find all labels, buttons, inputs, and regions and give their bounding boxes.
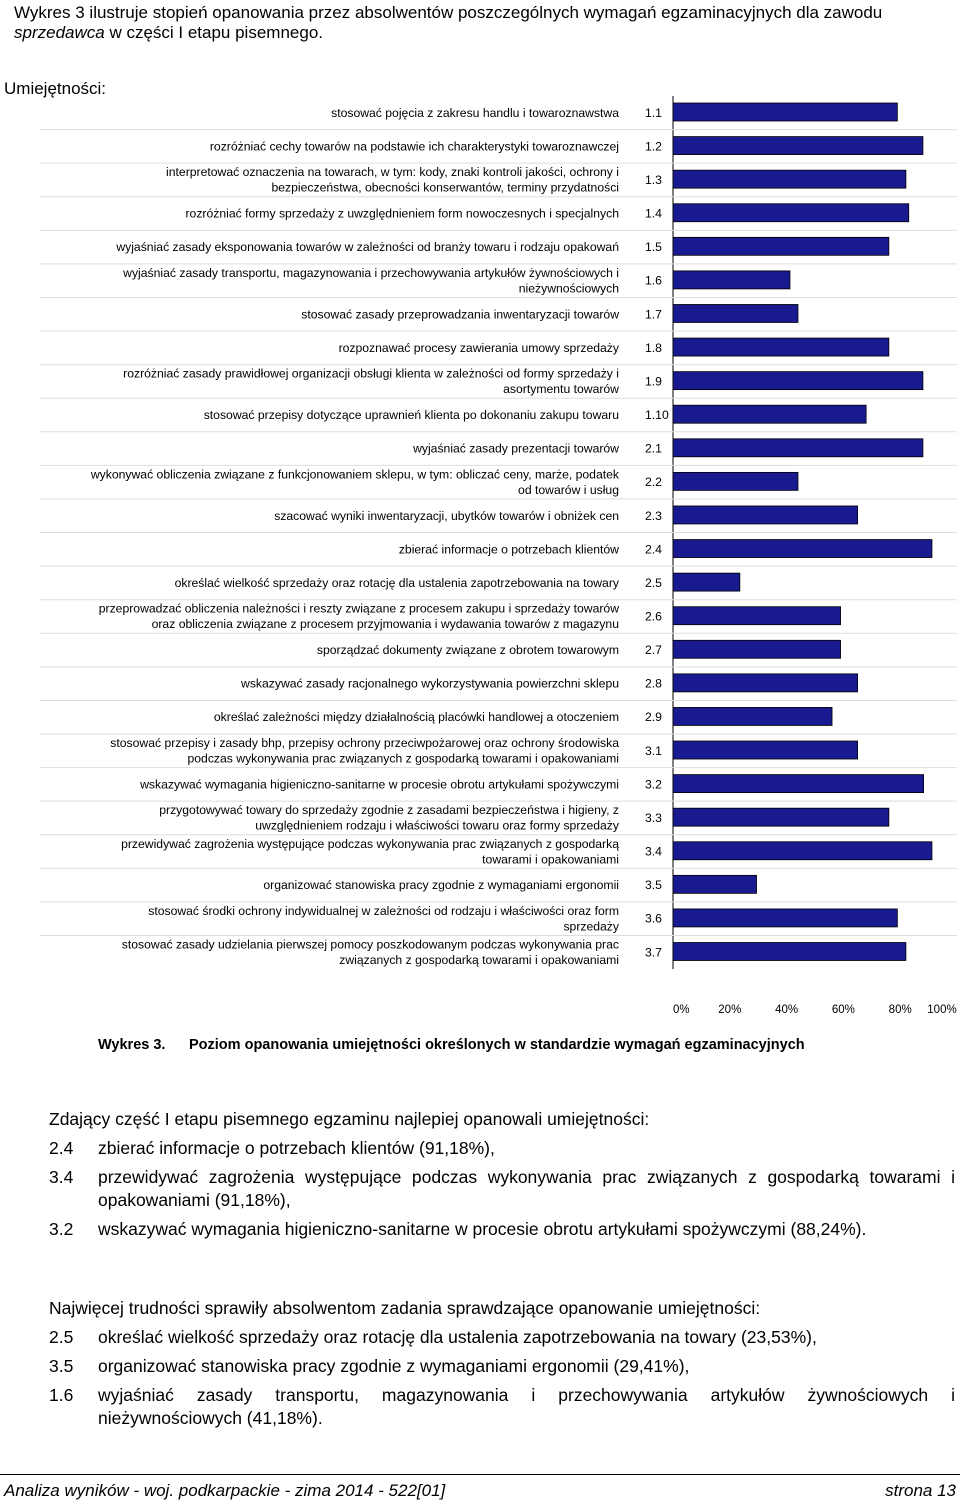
bar bbox=[673, 674, 858, 692]
category-label: stosować zasady udzielania pierwszej pomocy poszkodowanym podczas wykonywania prac bbox=[121, 937, 619, 952]
list-item bbox=[49, 1137, 955, 1160]
category-label: organizować stanowiska pracy zgodnie z wymaganiami ergonomii bbox=[263, 878, 619, 893]
category-code: 1.10 bbox=[645, 408, 669, 423]
category-code: 2.5 bbox=[645, 575, 662, 590]
category-label: określać wielkość sprzedaży oraz rotację dla ustalenia zapotrzebowania na towary bbox=[174, 575, 619, 590]
category-code: 1.4 bbox=[645, 206, 662, 221]
category-label: asortymentu towarów bbox=[503, 382, 619, 397]
x-tick-label: 40% bbox=[775, 1004, 799, 1016]
bar bbox=[673, 775, 924, 793]
caption-number: Wykres 3. bbox=[98, 1037, 166, 1053]
category-label: rozróżniać formy sprzedaży z uwzględnieniem form nowoczesnych i specjalnych bbox=[185, 206, 619, 221]
category-label: związanych z gospodarką towarami i opakowaniami bbox=[339, 953, 619, 968]
category-label: rozróżniać zasady prawidłowej organizacji obsługi klienta w zależności od formy sprzedaży i bbox=[123, 366, 619, 381]
bar bbox=[673, 472, 798, 490]
bar bbox=[673, 405, 866, 423]
worst-skills-heading: Najwięcej trudności sprawiły absolwentom zadania sprawdzające opanowanie umiejętności: bbox=[49, 1298, 761, 1318]
category-label: interpretować oznaczenia na towarach, w tym: kody, znaki kontroli jakości, ochrony i bbox=[166, 165, 619, 180]
category-label: stosować przepisy dotyczące uprawnień klienta po dokonaniu zakupu towaru bbox=[203, 408, 619, 423]
category-label: uwzględnieniem rodzaju i właściwości towaru oraz formy sprzedaży bbox=[255, 818, 619, 833]
category-code: 3.4 bbox=[645, 844, 662, 859]
category-label: oraz obliczenia związane z procesem przyjmowania i wydawania towarów z magazynu bbox=[151, 617, 619, 632]
category-code: 1.2 bbox=[645, 139, 662, 154]
bar bbox=[673, 506, 858, 524]
category-label: stosować pojęcia z zakresu handlu i towaroznawstwa bbox=[331, 105, 619, 120]
category-label: stosować zasady przeprowadzania inwentaryzacji towarów bbox=[301, 307, 619, 322]
category-code: 3.1 bbox=[645, 743, 662, 758]
category-label: szacować wyniki inwentaryzacji, ubytków towarów i obniżek cen bbox=[274, 508, 619, 523]
bar bbox=[673, 573, 740, 591]
category-code: 1.5 bbox=[645, 240, 662, 255]
category-code: 3.5 bbox=[645, 878, 662, 893]
category-code: 2.8 bbox=[645, 676, 662, 691]
category-label: wyjaśniać zasady transportu, magazynowania i przechowywania artykułów żywnościowych i bbox=[123, 265, 619, 280]
x-tick-label: 20% bbox=[718, 1004, 742, 1016]
item-text: zbierać informacje o potrzebach klientów (91,18%), bbox=[98, 1138, 495, 1158]
category-label: nieżywnościowych bbox=[518, 281, 619, 296]
item-code: 1.6 bbox=[49, 1385, 74, 1405]
category-code: 1.8 bbox=[645, 340, 662, 355]
category-code: 2.1 bbox=[645, 441, 662, 456]
item-text: wskazywać wymagania higieniczno-sanitarne w procesie obrotu artykułami spożywczymi (88,24%). bbox=[98, 1219, 867, 1239]
bar bbox=[673, 137, 923, 155]
bar bbox=[673, 170, 906, 188]
list-item bbox=[49, 1326, 955, 1349]
bar bbox=[673, 842, 932, 860]
bar bbox=[673, 103, 897, 121]
bar bbox=[673, 372, 923, 390]
footer-title: Analiza wyników - woj. podkarpackie - zima 2014 - 522[01] bbox=[4, 1481, 446, 1500]
category-label: sprzedaży bbox=[563, 919, 619, 934]
list-item bbox=[49, 1384, 955, 1430]
x-tick-label: 60% bbox=[831, 1004, 855, 1016]
category-label: podczas wykonywania prac związanych z gospodarką towarami i opakowaniami bbox=[187, 751, 619, 766]
category-label: określać zależności między działalnością placówki handlowej a otoczeniem bbox=[213, 710, 619, 725]
item-text: przewidywać zagrożenia występujące podczas wykonywania prac związanych z gospodarką towarami i opakowaniami (91,18%), bbox=[98, 1167, 955, 1210]
bar bbox=[673, 338, 889, 356]
page-number: strona 13 bbox=[885, 1481, 956, 1500]
category-label: towarami i opakowaniami bbox=[482, 852, 619, 867]
bar bbox=[673, 607, 841, 625]
category-code: 1.1 bbox=[645, 105, 662, 120]
bar bbox=[673, 707, 832, 725]
list-item bbox=[49, 1166, 955, 1212]
item-code: 2.4 bbox=[49, 1138, 74, 1158]
category-label: sporządzać dokumenty związane z obrotem towarowym bbox=[316, 643, 619, 658]
category-label: od towarów i usług bbox=[518, 482, 619, 497]
category-code: 1.7 bbox=[645, 307, 662, 322]
item-code: 3.4 bbox=[49, 1167, 74, 1187]
category-label: stosować przepisy i zasady bhp, przepisy ochrony przeciwpożarowej oraz ochrony środowiska bbox=[110, 736, 619, 751]
category-code: 1.6 bbox=[645, 273, 662, 288]
intro-text-after: w części I etapu pisemnego. bbox=[104, 23, 323, 42]
category-label: wykonywać obliczenia związane z funkcjonowaniem sklepu, w tym: obliczać ceny, marże, podatek bbox=[90, 467, 619, 482]
caption-text: Poziom opanowania umiejętności określonych w standardzie wymagań egzaminacyjnych bbox=[189, 1037, 805, 1053]
bar bbox=[673, 271, 790, 289]
x-tick-label: 80% bbox=[888, 1004, 912, 1016]
item-text: określać wielkość sprzedaży oraz rotację dla ustalenia zapotrzebowania na towary (23,53%), bbox=[98, 1327, 817, 1347]
category-label: przewidywać zagrożenia występujące podczas wykonywania prac związanych z gospodarką bbox=[121, 836, 619, 851]
category-label: zbierać informacje o potrzebach klientów bbox=[398, 542, 619, 557]
bar bbox=[673, 943, 906, 961]
item-text: organizować stanowiska pracy zgodnie z wymaganiami ergonomii (29,41%), bbox=[98, 1356, 690, 1376]
list-item bbox=[49, 1218, 955, 1241]
worst-skills-section bbox=[49, 1297, 955, 1430]
category-label: stosować środki ochrony indywidualnej w zależności od rodzaju i właściwości oraz form bbox=[148, 903, 619, 918]
category-code: 3.6 bbox=[645, 911, 662, 926]
category-code: 3.3 bbox=[645, 810, 662, 825]
item-code: 2.5 bbox=[49, 1327, 74, 1347]
category-code: 1.9 bbox=[645, 374, 662, 389]
category-code: 2.9 bbox=[645, 710, 662, 725]
category-label: wyjaśniać zasady eksponowania towarów w zależności od branży towaru i rodzaju opakowań bbox=[116, 240, 619, 255]
bar bbox=[673, 875, 757, 893]
bar bbox=[673, 808, 889, 826]
bar bbox=[673, 640, 841, 658]
category-code: 3.2 bbox=[645, 777, 662, 792]
category-label: przeprowadzać obliczenia należności i reszty związane z procesem zakupu i sprzedaży towarów bbox=[98, 601, 619, 616]
category-label: rozpoznawać procesy zawierania umowy sprzedaży bbox=[338, 340, 619, 355]
category-label: rozróżniać cechy towarów na podstawie ich charakterystyki towaroznawczej bbox=[209, 139, 619, 154]
category-code: 2.2 bbox=[645, 475, 662, 490]
category-label: wskazywać zasady racjonalnego wykorzystywania powierzchni sklepu bbox=[241, 676, 619, 691]
bar bbox=[673, 304, 798, 322]
list-item bbox=[49, 1355, 955, 1378]
category-code: 2.4 bbox=[645, 542, 662, 557]
x-tick-label: 100% bbox=[927, 1004, 957, 1016]
page-footer bbox=[0, 1474, 960, 1504]
bar bbox=[673, 741, 858, 759]
best-skills-section bbox=[49, 1108, 955, 1241]
bar bbox=[673, 204, 909, 222]
bar bbox=[673, 439, 923, 457]
category-label: bezpieczeństwa, obecności konserwantów, terminy przydatności bbox=[271, 180, 619, 195]
bar bbox=[673, 540, 932, 558]
category-label: wyjaśniać zasady prezentacji towarów bbox=[413, 441, 619, 456]
intro-text-italic: sprzedawca bbox=[14, 23, 105, 42]
item-text: wyjaśniać zasady transportu, magazynowania i przechowywania artykułów żywnościowych i nieżywnościowych (41,18%). bbox=[98, 1385, 955, 1428]
category-code: 2.3 bbox=[645, 508, 662, 523]
category-code: 2.7 bbox=[645, 643, 662, 658]
intro-text-before: Wykres 3 ilustruje stopień opanowania przez absolwentów poszczególnych wymagań egzaminacyjnych dla zawodu bbox=[14, 3, 883, 22]
category-label: przygotowywać towary do sprzedaży zgodnie z zasadami bezpieczeństwa i higieny, z bbox=[159, 803, 619, 818]
category-code: 2.6 bbox=[645, 609, 662, 624]
bar bbox=[673, 237, 889, 255]
x-tick-label: 0% bbox=[673, 1004, 690, 1016]
category-code: 3.7 bbox=[645, 945, 662, 960]
category-label: wskazywać wymagania higieniczno-sanitarne w procesie obrotu artykułami spożywczymi bbox=[140, 777, 619, 792]
skills-heading: Umiejętności: bbox=[4, 79, 107, 98]
item-code: 3.2 bbox=[49, 1219, 74, 1239]
best-skills-heading: Zdający część I etapu pisemnego egzaminu najlepiej opanowali umiejętności: bbox=[49, 1109, 650, 1129]
item-code: 3.5 bbox=[49, 1356, 74, 1376]
bar bbox=[673, 909, 897, 927]
category-code: 1.3 bbox=[645, 172, 662, 187]
